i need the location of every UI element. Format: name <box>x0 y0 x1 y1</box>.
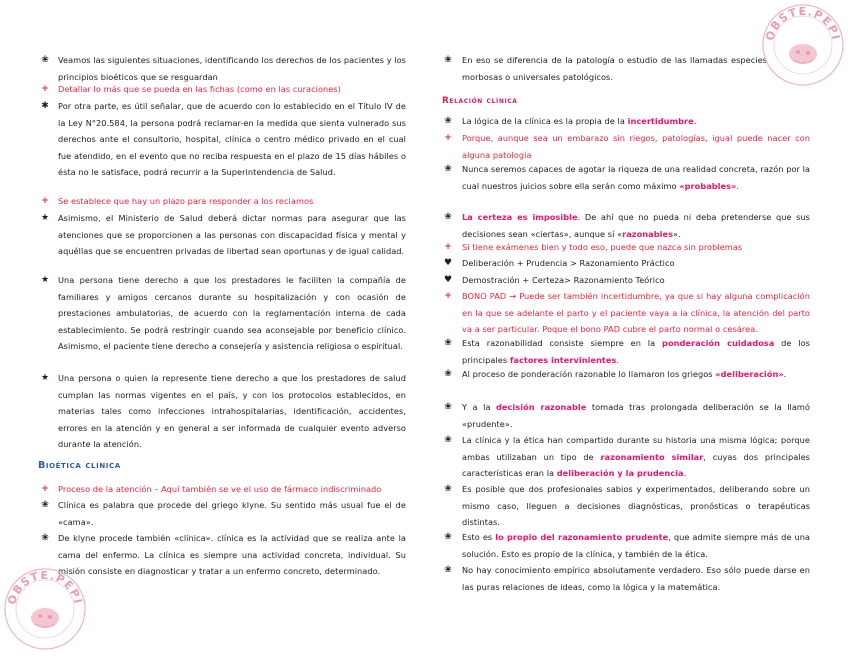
item-text: de los principales <box>462 338 810 365</box>
list-item <box>444 399 811 432</box>
highlighted-term: lo propio del razonamiento prudente <box>495 532 669 542</box>
bullet-icon: ❀ <box>444 532 452 542</box>
bullet-icon: ❀ <box>41 500 49 510</box>
list-item <box>444 239 810 256</box>
highlighted-term: factores intervinientes <box>509 354 617 365</box>
bullet-icon: + <box>444 291 452 301</box>
item-text: La lógica de la clínica es la propia de la <box>462 116 628 126</box>
bullet-icon: ❀ <box>444 116 452 126</box>
item-text: La clínica y la ética han compartido durante su historia una misma lógica; porque ambas utilizaban un tipo de <box>462 435 810 462</box>
highlighted-term: incertidumbre <box>627 116 694 126</box>
item-text: Una persona tiene derecho a que los prestadores le faciliten la compañía de familiares y amigos cercanos durante su hospitalización y con ocasión de prestaciones ambulatorias, de acuerdo con la reglamentación interna de cada establecimiento. Se podrá restringir cuando sea aconsejable por beneficio clínico. Asimismo, el paciente tiene derecho a consejería y asistencia religiosa o espiritual. <box>58 275 406 352</box>
item-text: . <box>693 116 697 126</box>
highlighted-term: deliberación y la prudencia <box>556 468 684 479</box>
list-item <box>41 98 406 181</box>
list-item <box>444 366 810 383</box>
bullet-icon: ❀ <box>444 402 452 412</box>
item-text: ». <box>673 228 681 239</box>
item-text: Se establece que hay un plazo para responder a los reclamos <box>58 196 314 206</box>
item-text: Al proceso de ponderación razonable lo llamaron los griegos <box>462 369 716 379</box>
highlighted-term: «probables» <box>679 180 737 191</box>
stamp-seal-icon <box>2 566 88 652</box>
highlighted-term: «deliberación» <box>715 369 784 379</box>
highlighted-term: decisión razonable <box>496 402 587 412</box>
item-text: Esta razonabilidad consiste siempre en la <box>462 338 663 348</box>
item-text: Detallar lo más que se pueda en las fichas (como en las curaciones) <box>58 84 341 94</box>
item-text: Y a la <box>462 402 497 412</box>
bullet-icon: ❀ <box>41 533 49 543</box>
section-heading-bioetica: Bioética clínica <box>38 460 121 471</box>
bullet-icon: ★ <box>40 373 50 383</box>
list-item <box>443 255 810 272</box>
bullet-icon: ❀ <box>444 484 452 494</box>
bullet-icon: ★ <box>40 213 50 223</box>
bullet-icon: + <box>41 484 49 494</box>
item-text: Porque, aunque sea un embarazo sin riegos, patologías, igual puede nacer con alguna patología <box>462 133 810 160</box>
item-text: . De ahí que no pueda ni deba pretenderse que sus decisiones sean «ciertas», aunque sí « <box>462 212 811 239</box>
list-item <box>444 288 810 338</box>
stamp-seal-icon <box>760 2 846 88</box>
item-text: Por otra parte, es útil señalar, que de acuerdo con lo establecido en el Título IV de la Ley N°20.584, la persona podrá reclamar-en la medida que sienta vulnerado sus derechos ante el consultorio, hospital, clínica o centro médico privado en el cual fue atendido, en el evento que no reciba respuesta en el plazo de 15 días hábiles o ésta no le satisface, podrá recurrir a la Superintendencia de Salud. <box>58 101 406 178</box>
bullet-icon: ❀ <box>444 338 452 348</box>
item-text: , cuyas dos principales características eran la <box>462 451 810 479</box>
list-item <box>40 210 406 260</box>
item-text: Nunca seremos capaces de agotar la riqueza de una realidad concreta, razón por la cual nuestros juicios sobre ella serán como máximo <box>462 164 810 191</box>
bullet-icon: ❀ <box>444 435 452 445</box>
list-item <box>41 193 406 210</box>
bullet-icon: ❀ <box>41 55 49 65</box>
list-item <box>41 81 406 98</box>
list-item <box>444 113 810 130</box>
item-text: Una persona o quien la represente tiene derecho a que los prestadores de salud cumplan las normas vigentes en el país, y con los protocolos establecidos, en materias tales como infecciones intrahospitalarias, identificación, accidentes, errores en la atención y en general a ser informada de cualquier evento adverso durante la atención. <box>58 373 406 450</box>
list-item <box>444 529 810 562</box>
list-item <box>41 481 406 498</box>
item-text: De klyne procede también «clínica». clínica es la actividad que se realiza ante la cama del enfermo. La clínica es siempre una actividad concreta, individual. Su misión consiste en diagnosticar y tratar a un enfermo concreto, determinado. <box>58 533 406 577</box>
bullet-icon: ❀ <box>444 369 452 379</box>
list-item <box>41 530 406 580</box>
svg-text:OBSTE.PEPI: OBSTE.PEPI <box>763 4 843 43</box>
bullet-icon: + <box>41 196 49 206</box>
item-text: . <box>683 468 687 479</box>
bullet-icon: ❀ <box>444 55 452 65</box>
section-heading-relacion: Relación clínica <box>442 96 518 106</box>
item-text: No hay conocimiento empírico absolutamente verdadero. Eso sólo puede darse en las puras relaciones de ideas, como la lógica y la matemática. <box>462 565 810 592</box>
bullet-icon: + <box>41 84 49 94</box>
highlighted-term: La certeza es imposible <box>462 212 578 222</box>
bullet-icon: ❀ <box>444 164 452 174</box>
item-text: Veamos las siguientes situaciones, identificando los derechos de los pacientes y los principios bioéticos que se resguardan <box>58 55 406 82</box>
list-item <box>444 52 767 85</box>
item-text: En eso se diferencia de la patología o estudio de las llamadas especies morbosas o universales patológicos. <box>462 55 767 82</box>
bullet-icon: ❀ <box>444 565 452 575</box>
list-item <box>444 130 810 163</box>
item-text: BONO PAD → Puede ser también incertidumbre, ya que si hay alguna complicación en la que se adelante el parto y el paciente vaya a la clínica, la atención del parto va a ser particular. Poque el bono PAD cubre el parto normal o cesárea. <box>462 291 810 335</box>
item-text: Esto es <box>462 532 496 542</box>
bullet-icon: + <box>444 133 452 143</box>
item-text: . <box>783 369 787 379</box>
list-item <box>444 209 811 242</box>
item-text: Asimismo, el Ministerio de Salud deberá dictar normas para asegurar que las atenciones que se proporcionen a las personas con discapacidad física y mental y aquéllas que se encuentren privadas de libertad sean oportunas y de igual calidad. <box>58 213 406 257</box>
item-text: Demostración + Certeza> Razonamiento Teórico <box>462 275 665 285</box>
bullet-icon: ♥ <box>443 258 453 268</box>
list-item <box>444 562 810 595</box>
bullet-icon: ❀ <box>444 212 452 222</box>
item-text: Deliberación + Prudencia > Razonamiento Práctico <box>462 258 675 268</box>
list-item <box>444 432 810 482</box>
list-item <box>444 481 810 531</box>
svg-text:OBSTE.PEPI: OBSTE.PEPI <box>5 568 85 607</box>
logo-stamp-top-right <box>760 2 846 88</box>
item-text: , que admite siempre más de una solución. Esto es propio de la clínica, y también de la ética. <box>462 532 810 559</box>
list-item <box>41 497 406 530</box>
list-item <box>40 272 406 355</box>
bullet-icon: ✱ <box>41 101 49 111</box>
bullet-icon: + <box>444 242 452 252</box>
logo-stamp-bottom-left <box>2 566 88 652</box>
item-text: . <box>616 354 620 365</box>
list-item <box>443 272 810 289</box>
list-item <box>40 370 406 453</box>
item-text: tomada tras prolongada deliberación se la llamó «prudente». <box>462 402 811 429</box>
item-text: Proceso de la atención – Aquí también se ve el uso de fármaco indiscriminado <box>58 484 382 494</box>
item-text: Clínica es palabra que procede del griego klyne. Su sentido más usual fue el de «cama». <box>58 500 406 527</box>
list-item <box>444 161 810 194</box>
bullet-icon: ★ <box>40 275 50 285</box>
bullet-icon: ♥ <box>443 275 453 285</box>
highlighted-term: ponderación cuidadosa <box>662 338 775 348</box>
highlighted-term: razonables <box>622 228 674 239</box>
item-text: . <box>736 180 740 191</box>
list-item <box>444 335 810 368</box>
item-text: Si tiene exámenes bien y todo eso, puede que nazca sin problemas <box>462 242 743 252</box>
highlighted-term: razonamiento similar <box>600 451 704 462</box>
item-text: Es posible que dos profesionales sabios y experimentados, deliberando sobre un mismo caso, lleguen a decisiones diagnósticas, pronósticas o terapéuticas distintas. <box>462 484 810 528</box>
